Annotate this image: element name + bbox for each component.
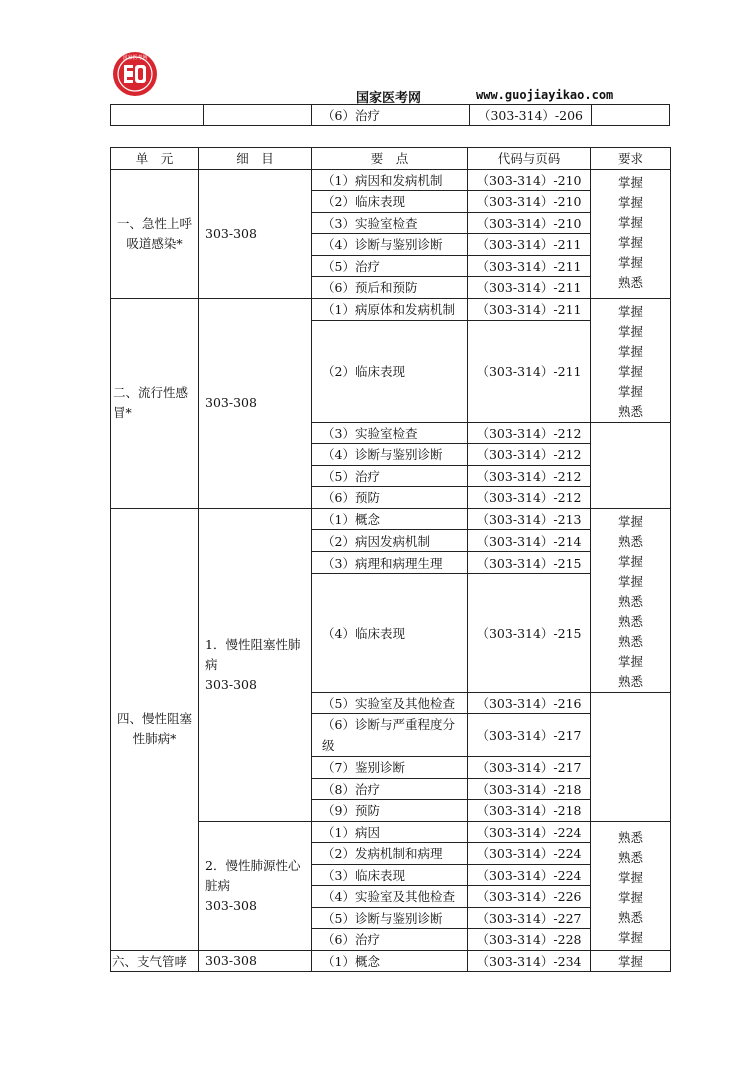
req-item: 掌握 (617, 653, 643, 669)
unit-cell: 四、慢性阻塞性肺病* (111, 508, 199, 950)
code-cell: （303-314）-210 (468, 169, 591, 191)
point-cell: （2）临床表现 (312, 191, 468, 213)
point-cell: （9）预防 (312, 800, 468, 822)
code-cell: （303-314）-224 (468, 821, 591, 843)
detail-title: 2．慢性肺源性心脏病 (205, 857, 301, 893)
point-cell: （1）病原体和发病机制 (312, 298, 468, 320)
col-header-unit: 单 元 (111, 148, 199, 170)
req-item: 掌握 (617, 889, 643, 905)
req-item: 熟悉 (617, 533, 643, 549)
req-item: 熟悉 (617, 613, 643, 629)
code-cell: （303-314）-218 (468, 778, 591, 800)
req-item: 熟悉 (617, 849, 643, 865)
point-cell: （5）治疗 (312, 255, 468, 277)
code-cell: （303-314）-211 (468, 234, 591, 256)
detail-cell: 303-308 (199, 169, 312, 298)
table-row (111, 105, 670, 126)
code-cell: （303-314）-234 (468, 950, 591, 972)
point-cell: （6）诊断与严重程度分级 (312, 714, 468, 757)
req-cell (591, 821, 671, 950)
point-cell: （3）临床表现 (312, 864, 468, 886)
code-cell: （303-314）-213 (468, 508, 591, 530)
req-cell (591, 508, 671, 692)
req-item: 掌握 (617, 513, 643, 529)
code-cell: （303-314）-212 (468, 465, 591, 487)
point-cell: （5）实验室及其他检查 (312, 692, 468, 714)
code-cell: （303-314）-216 (468, 692, 591, 714)
point-cell: （6）预防 (312, 487, 468, 509)
req-item: 掌握 (617, 214, 643, 230)
logo-text: 国家医考网 (122, 55, 148, 61)
unit-cell (111, 105, 204, 126)
req-cell (591, 298, 671, 422)
req-item: 掌握 (617, 573, 643, 589)
point-cell: （4）实验室及其他检查 (312, 886, 468, 908)
code-cell: （303-314）-212 (468, 422, 591, 444)
code-cell: （303-314）-212 (468, 444, 591, 466)
detail-cell: 303-308 (199, 298, 312, 508)
code-cell: （303-314）-217 (468, 757, 591, 779)
point-cell: （5）治疗 (312, 465, 468, 487)
code-cell: （303-314）-217 (468, 714, 591, 757)
req-cell (591, 692, 671, 821)
point-cell: （5）诊断与鉴别诊断 (312, 907, 468, 929)
req-item: 熟悉 (617, 673, 643, 689)
code-cell: （303-314）-206 (470, 105, 592, 126)
code-cell: （303-314）-215 (468, 552, 591, 574)
req-item: 掌握 (617, 254, 643, 270)
req-item: 掌握 (617, 869, 643, 885)
detail-cell (199, 821, 312, 950)
point-cell: （3）病理和病理生理 (312, 552, 468, 574)
req-item: 熟悉 (617, 829, 643, 845)
req-item: 掌握 (617, 174, 643, 190)
point-cell: （1）病因 (312, 821, 468, 843)
point-cell: （6）治疗 (312, 929, 468, 951)
code-cell: （303-314）-224 (468, 864, 591, 886)
code-cell: （303-314）-226 (468, 886, 591, 908)
unit-cell: 二、流行性感冒* (111, 298, 199, 508)
req-item: 掌握 (617, 343, 643, 359)
table-row (111, 298, 671, 320)
detail-cell (199, 508, 312, 821)
point-cell: （6）治疗 (312, 105, 470, 126)
detail-cell (204, 105, 312, 126)
req-cell (591, 169, 671, 298)
req-item: 掌握 (617, 323, 643, 339)
header-row (111, 148, 671, 170)
req-item: 熟悉 (617, 909, 643, 925)
point-cell: （2）病因发病机制 (312, 530, 468, 552)
point-cell: （4）诊断与鉴别诊断 (312, 234, 468, 256)
point-cell: （6）预后和预防 (312, 277, 468, 299)
point-cell: （2）临床表现 (312, 320, 468, 422)
req-cell (592, 105, 670, 126)
table-row (111, 950, 671, 972)
req-item: 掌握 (617, 234, 643, 250)
point-cell: （4）诊断与鉴别诊断 (312, 444, 468, 466)
code-cell: （303-314）-227 (468, 907, 591, 929)
req-item: 掌握 (617, 303, 643, 319)
table-row (111, 169, 671, 191)
code-cell: （303-314）-228 (468, 929, 591, 951)
point-cell: （2）发病机制和病理 (312, 843, 468, 865)
unit-cell: 六、支气管哮 (111, 950, 199, 972)
detail-code: 303-308 (205, 897, 257, 913)
code-cell: （303-314）-211 (468, 320, 591, 422)
point-cell: （8）治疗 (312, 778, 468, 800)
point-cell: （1）概念 (312, 508, 468, 530)
detail-title: 1．慢性阻塞性肺病 (205, 636, 301, 672)
syllabus-table (110, 147, 671, 972)
col-header-point: 要 点 (312, 148, 468, 170)
code-cell: （303-314）-214 (468, 530, 591, 552)
code-cell: （303-314）-211 (468, 298, 591, 320)
point-cell: （4）临床表现 (312, 574, 468, 692)
site-url[interactable]: www.guojiayikao.com (476, 88, 614, 102)
table-row (111, 508, 671, 530)
continuation-table (110, 104, 670, 126)
unit-cell: 一、急性上呼吸道感染* (111, 169, 199, 298)
point-cell: （1）病因和发病机制 (312, 169, 468, 191)
req-item: 熟悉 (617, 593, 643, 609)
point-cell: （3）实验室检查 (312, 422, 468, 444)
req-cell (591, 422, 671, 508)
req-item: 掌握 (617, 363, 643, 379)
code-cell: （303-314）-224 (468, 843, 591, 865)
req-item: 熟悉 (617, 633, 643, 649)
code-cell: （303-314）-215 (468, 574, 591, 692)
point-cell: （3）实验室检查 (312, 212, 468, 234)
req-item: 熟悉 (617, 403, 643, 419)
req-cell: 掌握 (591, 950, 671, 972)
site-logo (110, 50, 160, 98)
detail-cell: 303-308 (199, 950, 312, 972)
point-cell: （1）概念 (312, 950, 468, 972)
col-header-detail: 细 目 (199, 148, 312, 170)
code-cell: （303-314）-210 (468, 212, 591, 234)
point-cell: （7）鉴别诊断 (312, 757, 468, 779)
code-cell: （303-314）-210 (468, 191, 591, 213)
code-cell: （303-314）-211 (468, 255, 591, 277)
req-item: 熟悉 (617, 274, 643, 290)
code-cell: （303-314）-211 (468, 277, 591, 299)
site-name: 国家医考网 (356, 91, 422, 106)
req-item: 掌握 (617, 553, 643, 569)
col-header-code: 代码与页码 (468, 148, 591, 170)
code-cell: （303-314）-212 (468, 487, 591, 509)
req-item: 掌握 (617, 929, 643, 945)
req-item: 掌握 (617, 194, 643, 210)
col-header-req: 要求 (591, 148, 671, 170)
detail-code: 303-308 (205, 676, 257, 692)
code-cell: （303-314）-218 (468, 800, 591, 822)
req-item: 掌握 (617, 383, 643, 399)
